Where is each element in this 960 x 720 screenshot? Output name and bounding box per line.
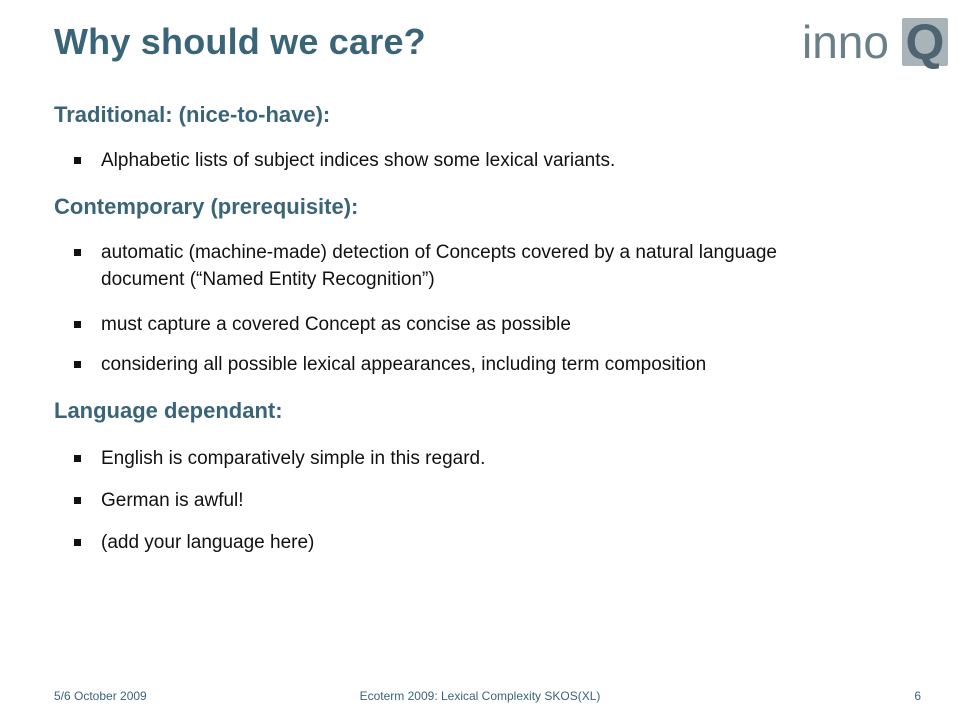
section-heading-contemporary: Contemporary (prerequisite): [54, 194, 359, 219]
square-bullet-icon [74, 455, 81, 462]
square-bullet-icon [74, 249, 81, 256]
footer-title: Ecoterm 2009: Lexical Complexity SKOS(XL) [359, 689, 601, 703]
bullet-item [74, 239, 864, 293]
square-bullet-icon [74, 497, 81, 504]
section-heading-traditional: Traditional: (nice-to-have): [54, 102, 331, 127]
slide-title: Why should we care? [54, 21, 426, 62]
page-number: 6 [914, 689, 921, 703]
square-bullet-icon [74, 539, 81, 546]
bullet-text: (add your language here) [101, 532, 315, 553]
logo-wordmark: inno [802, 16, 889, 68]
bullet-text: German is awful! [101, 490, 244, 511]
logo-q-letter: Q [905, 14, 945, 70]
bullet-item [74, 147, 874, 174]
bullet-item [74, 529, 874, 556]
bullet-item [74, 487, 874, 514]
square-bullet-icon [74, 321, 81, 328]
bullet-text: English is comparatively simple in this regard. [101, 448, 486, 469]
bullet-item [74, 351, 874, 378]
bullet-text: must capture a covered Concept as concise as possible [101, 314, 571, 335]
bullet-text: Alphabetic lists of subject indices show some lexical variants. [101, 150, 616, 171]
square-bullet-icon [74, 361, 81, 368]
square-bullet-icon [74, 157, 81, 164]
bullet-item [74, 445, 874, 472]
bullet-item [74, 311, 874, 338]
bullet-text: automatic (machine-made) detection of Concepts covered by a natural language document (“Named Entity Recognition”) [101, 242, 777, 290]
footer-date: 5/6 October 2009 [54, 689, 147, 703]
section-heading-language: Language dependant: [54, 398, 283, 423]
innoq-logo [802, 12, 954, 72]
bullet-text: considering all possible lexical appearances, including term composition [101, 354, 707, 375]
